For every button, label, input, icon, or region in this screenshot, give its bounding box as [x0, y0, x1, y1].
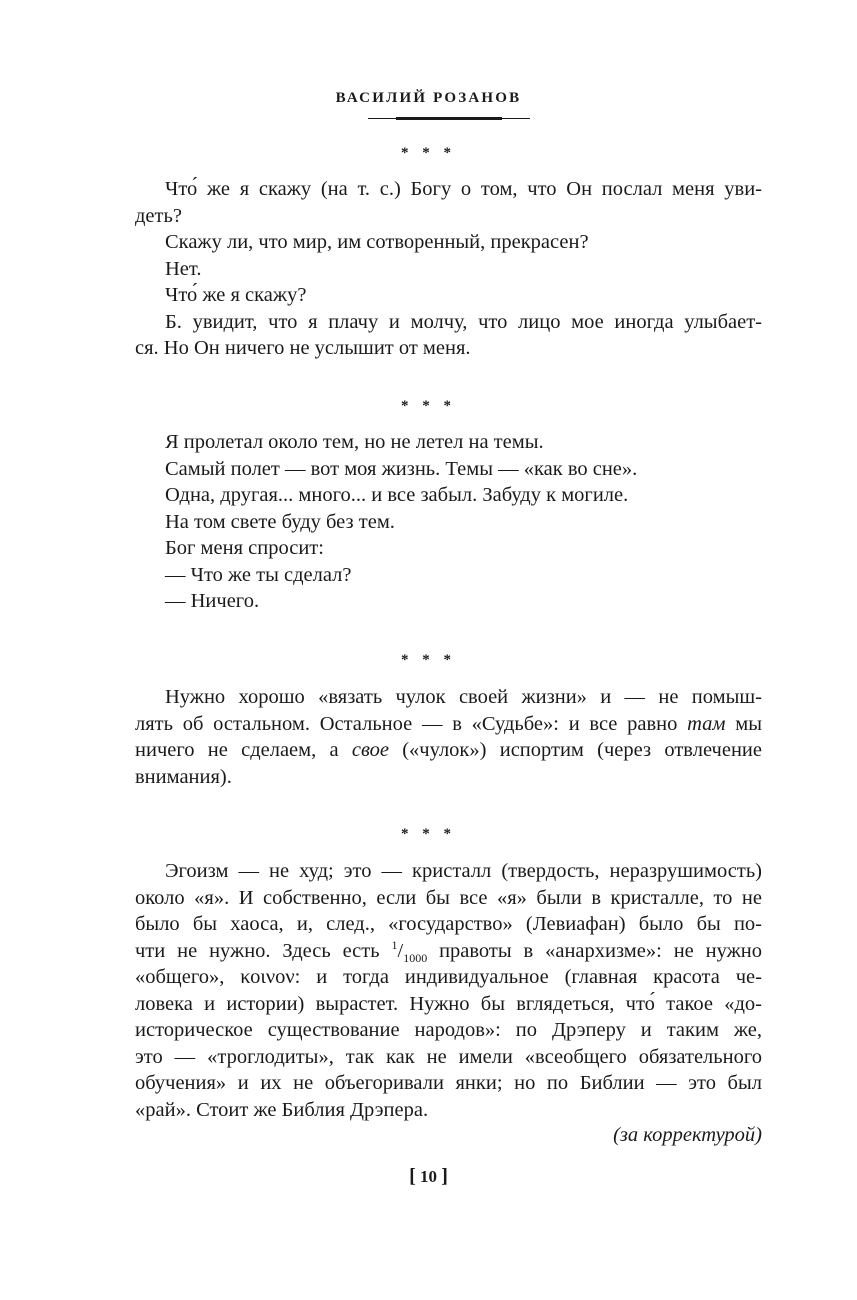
text-line: это — «троглодиты», так как не имели «всеобщего обязательного [135, 1045, 762, 1068]
section-4 [135, 858, 762, 1123]
text-line: Нужно хорошо «вязать чулок своей жизни» и — не помыш- [165, 686, 762, 708]
text-line: «рай». Стоит же Библия Дрэпера. [135, 1098, 429, 1121]
fraction-numerator: 1 [391, 937, 398, 952]
author-note: (за корректурой) [613, 1124, 762, 1146]
text-line: «общего», κοινον: и тогда индивидуальное (главная красота че- [135, 966, 762, 988]
text-line: внимания). [135, 765, 232, 788]
text-line: Скажу ли, что мир, им сотворенный, прекрасен? [165, 231, 589, 253]
dialogue-line: — Ничего. [165, 590, 260, 612]
section-separator: * * * [401, 826, 456, 842]
section-2 [135, 429, 762, 615]
text-line: Что́ же я скажу? [165, 284, 307, 306]
page-number-value: 10 [420, 1167, 437, 1186]
running-header: ВАСИЛИЙ РОЗАНОВ [335, 90, 522, 106]
text-line: Нет. [165, 257, 202, 280]
bracket-open: [ [409, 1165, 416, 1187]
section-separator: * * * [401, 145, 456, 161]
section-separator: * * * [401, 652, 456, 668]
text-line: Бог меня спросит: [165, 537, 324, 559]
text-line: Эгоизм — не худ; это — кристалл (твердость, неразрушимость) [165, 860, 762, 882]
text-line: Самый полет — вот моя жизнь. Темы — «как во сне». [165, 457, 638, 480]
section-1 [135, 176, 762, 362]
header-rule-accent [396, 117, 502, 120]
text-line: Что́ же я скажу (на т. с.) Богу о том, что Он послал меня уви- [165, 178, 762, 200]
text-line: ся. Но Он ничего не услышит от меня. [135, 337, 471, 359]
text-line: обучения» и их не объегоривали янки; но по Библии — это был [135, 1072, 762, 1094]
emphasis: там [687, 712, 726, 735]
text-line: деть? [135, 204, 182, 227]
text-line: чти не нужно. Здесь есть $^1/_{1000}$ правоты в «анархизме»: не нужно [135, 937, 762, 965]
emphasis: свое [351, 739, 389, 761]
text-line: На том свете буду без тем. [165, 510, 395, 533]
bracket-close: ] [441, 1165, 448, 1187]
text-line: около «я». И собственно, если бы все «я» были в кристалле, то не [135, 886, 762, 909]
text-line: ничего не сделаем, а свое («чулок») испортим (через отвлечение [135, 739, 762, 761]
text-line: лять об остальном. Остальное — в «Судьбе»: и все равно там мы [135, 712, 762, 735]
fraction-slash: / [397, 939, 404, 962]
section-3 [135, 684, 762, 790]
fraction-denominator: 1000 [403, 950, 428, 965]
section-separator: * * * [401, 398, 456, 414]
text-line: было бы хаоса, и, след., «государство» (Левиафан) было бы по- [135, 913, 762, 935]
text-line: историческое существование народов»: по Дрэперу и таким же, [135, 1019, 762, 1041]
text-line: Я пролетал около тем, но не летел на темы. [165, 431, 544, 453]
text-line: ловека и истории) вырастет. Нужно бы вглядеться, что́ такое «до- [135, 992, 762, 1015]
text-line: Б. увидит, что я плачу и молчу, что лицо мое иногда улыбает- [165, 310, 762, 333]
page-number [0, 1165, 857, 1188]
dialogue-line: — Что же ты сделал? [165, 563, 352, 586]
text-line: Одна, другая... много... и все забыл. Забуду к могиле. [165, 484, 629, 506]
